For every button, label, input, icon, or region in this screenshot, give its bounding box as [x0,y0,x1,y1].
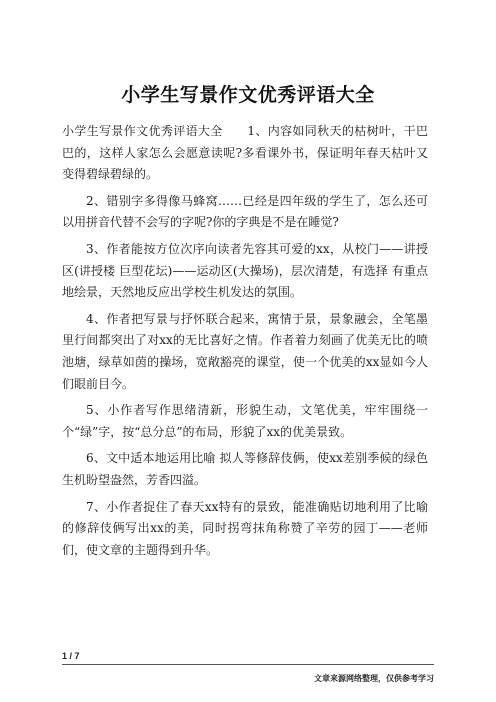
page-number: 1 / 7 [62,651,80,661]
paragraph-comment-5: 5、小作者写作思绪清新，形貌生动，文笔优美，牢牢围绕一个“绿”字，按“总分总”的布局，形貌了xx的优美景致。 [62,403,428,439]
paragraph-comment-3: 3、作者能按方位次序向读者先容其可爱的xx，从校门——讲授区(讲授楼 巨型花坛)——运动区(大操场)，层次清楚，有选择 有重点地绘景，天然地反应出学校生机发达的氛围。 [62,241,428,300]
paragraph-comment-4: 4、作者把写景与抒怀联合起来，寓情于景，景象融会，全笔墨里行间都突出了对xx的无比喜好之情。作者着力刻画了优美无比的喷池塘，绿草如茵的操场，宽敞豁亮的课堂，使一个优美的xx显如今人们眼前目今。 [62,311,428,391]
footer-source-note: 文章来源网络整理，仅供参考学习 [314,674,434,683]
paragraph-intro: 小学生写景作文优秀评语大全 1、内容如同秋天的枯树叶，干巴巴的，这样人家怎么会愿意读呢?多看课外书，保证明年春天枯叶又变得碧绿碧绿的。 [62,124,428,182]
document-body [62,121,428,566]
footer-divider [62,664,434,665]
paragraph-comment-6: 6、文中适本地运用比喻 拟人等修辞伎俩，使xx差别季候的绿色生机盼望盎然，芳香四溢。 [62,451,428,487]
paragraph-comment-2: 2、错别字多得像马蜂窝……已经是四年级的学生了，怎么还可以用拼音代替不会写的字呢?你的字典是不是在睡觉? [62,193,428,230]
paragraph-comment-7: 7、小作者捉住了春天xx特有的景致，能准确贴切地利用了比喻的修辞伎俩写出xx的美，同时拐弯抹角称赞了辛劳的园丁——老师们，使文章的主题得到升华。 [62,499,428,557]
page-title: 小学生写景作文优秀评语大全 [121,84,375,106]
